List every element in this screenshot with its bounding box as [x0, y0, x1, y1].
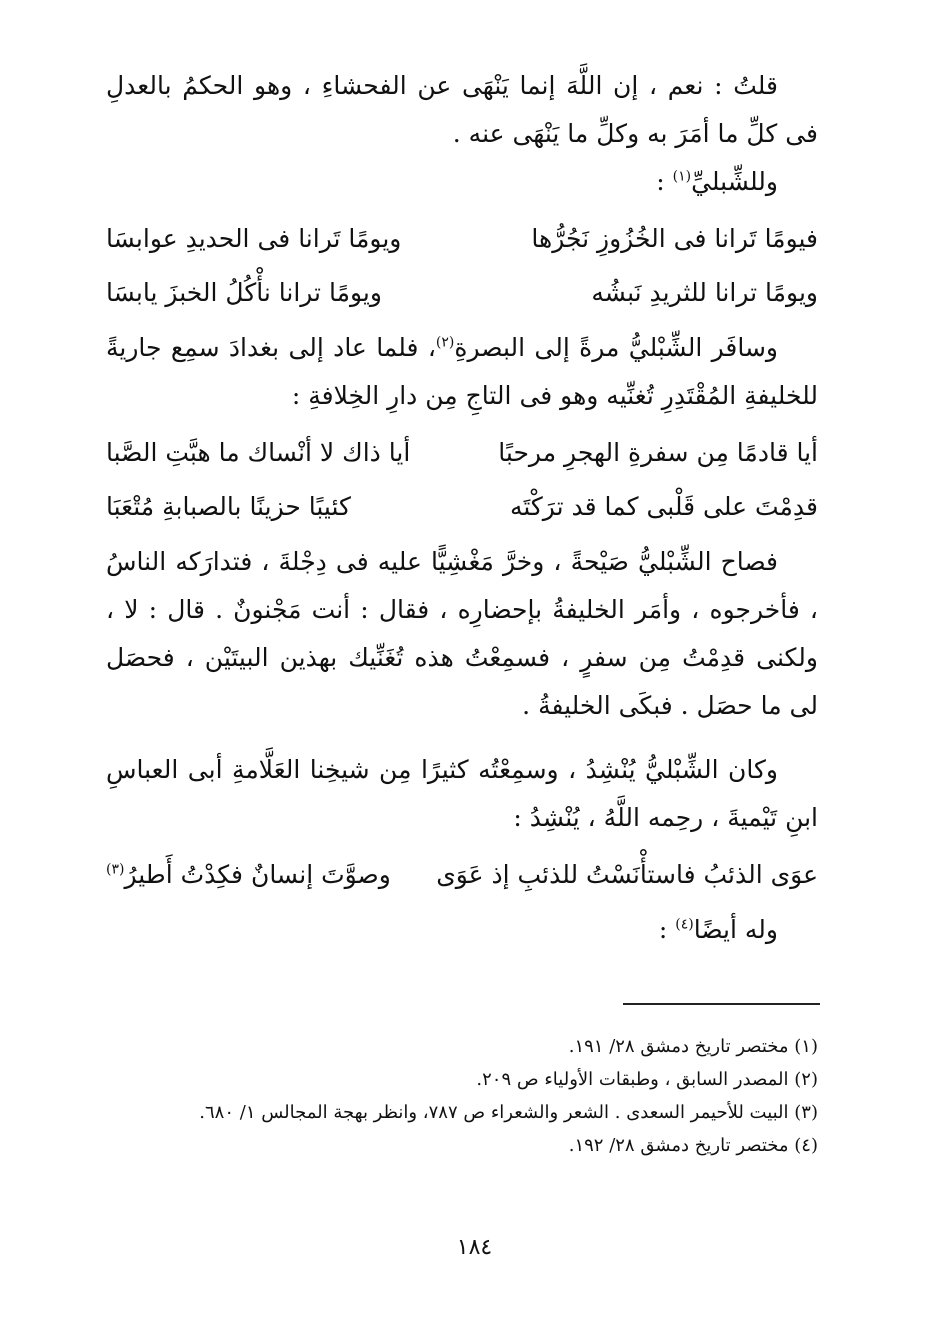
- verse-1: [106, 212, 818, 266]
- verse-2-second-hemistich: ويومًا ترانا نأْكُلُ الخبزَ يابسَا: [106, 278, 382, 307]
- verse-5-second-hemistich: [106, 848, 436, 902]
- poem-2: [106, 426, 818, 534]
- footnote-3: (٣) البيت للأحيمر السعدى . الشعر والشعراء ص ٧٨٧، وانظر بهجة المجالس ١/ ٦٨٠.: [199, 1102, 818, 1123]
- verse-5-second-text: وصوَّتَ إنسانٌ فكِدْتُ أَطيرُ: [124, 860, 391, 889]
- paragraph-6-text: وله أيضًا: [693, 915, 778, 944]
- paragraph-3: [106, 324, 818, 420]
- footnote-divider: [623, 1003, 820, 1005]
- footnotes: [106, 1030, 818, 1162]
- verse-4-first-hemistich: قدِمْتَ على قَلْبى كما قد ترَكْتَه: [509, 492, 818, 521]
- verse-1-second-hemistich: ويومًا تَرانا فى الحديدِ عوابسَا: [106, 224, 402, 253]
- verse-3-second-hemistich: أيا ذاك لا أنْساك ما هبَّتِ الصَّبا: [106, 438, 411, 467]
- paragraph-1: قلتُ : نعم ، إن اللَّهَ إنما يَنْهَى عن الفحشاءِ ، وهو الحكمُ بالعدلِ فى كلِّ ما أمَرَ به وكلِّ ما يَنْهَى عنه .: [106, 71, 818, 148]
- footnote-ref-4: (٤): [675, 916, 694, 933]
- verse-2-first-hemistich: ويومًا ترانا للثريدِ نَبشُه: [591, 278, 818, 307]
- poem-3: [106, 848, 818, 902]
- paragraph-2: [106, 158, 818, 206]
- poem-1: [106, 212, 818, 320]
- paragraph-6: [106, 906, 818, 954]
- footnote-1: (١) مختصر تاريخ دمشق ٢٨/ ١٩١.: [568, 1036, 818, 1057]
- verse-2: [106, 266, 818, 320]
- footnote-ref-3: (٣): [106, 861, 125, 878]
- paragraph-2-text: وللشِّبليِّ: [691, 167, 778, 196]
- footnote-4: (٤) مختصر تاريخ دمشق ٢٨/ ١٩٢.: [568, 1135, 818, 1156]
- verse-1-first-hemistich: فيومًا تَرانا فى الخُزُوزِ نَجُرُّها: [531, 224, 818, 253]
- verse-5: [106, 848, 818, 902]
- footnote-ref-1: (١): [672, 168, 692, 185]
- paragraph-3-text-b: ، فلما عاد إلى بغدادَ سمِع جاريةً للخليفةِ المُقْتَدِرِ تُغنِّيه وهو فى التاجِ مِن دارِ الخِلافةِ :: [106, 333, 818, 410]
- footnote-ref-2: (٢): [435, 334, 455, 351]
- verse-4-second-hemistich: كئيبًا حزينًا بالصبابةِ مُتْعَبَا: [106, 492, 351, 521]
- page-number: ١٨٤: [456, 1235, 493, 1260]
- verse-3: [106, 426, 818, 480]
- verse-5-first-hemistich: عوَى الذئبُ فاستأْنَسْتُ للذئبِ إذ عَوَى: [436, 860, 818, 889]
- footnote-2: (٢) المصدر السابق ، وطبقات الأولياء ص ٢٠٩.: [476, 1069, 818, 1090]
- paragraph-6-colon: :: [658, 915, 676, 944]
- verse-3-first-hemistich: أيا قادمًا مِن سفرةِ الهجرِ مرحبًا: [498, 438, 818, 467]
- paragraph-3-text-a: وسافَر الشِّبْليُّ مرةً إلى البصرةِ: [454, 333, 778, 362]
- paragraph-5: وكان الشِّبْليُّ يُنْشِدُ ، وسمِعْتُه كثيرًا مِن شيخِنا العَلَّامةِ أبى العباسِ ابنِ تَيْميةَ ، رحِمه اللَّهُ ، يُنْشِدُ :: [106, 755, 818, 832]
- verse-4: [106, 480, 818, 534]
- paragraph-2-colon: :: [656, 167, 673, 196]
- main-text: [106, 62, 818, 954]
- paragraph-4: فصاح الشِّبْليُّ صَيْحةً ، وخرَّ مَغْشِيًّا عليه فى دِجْلةَ ، فتدارَكه الناسُ ، فأخرجوه ، وأمَر الخليفةُ بإحضارِه ، فقال : أنت مَجْنونٌ . قال : لا ، ولكنى قدِمْتُ مِن سفرٍ ، فسمِعْتُ هذه تُغَنِّيك بهذين البيتَيْن ، فحصَل لى ما حصَل . فبكَى الخليفةُ .: [106, 547, 818, 720]
